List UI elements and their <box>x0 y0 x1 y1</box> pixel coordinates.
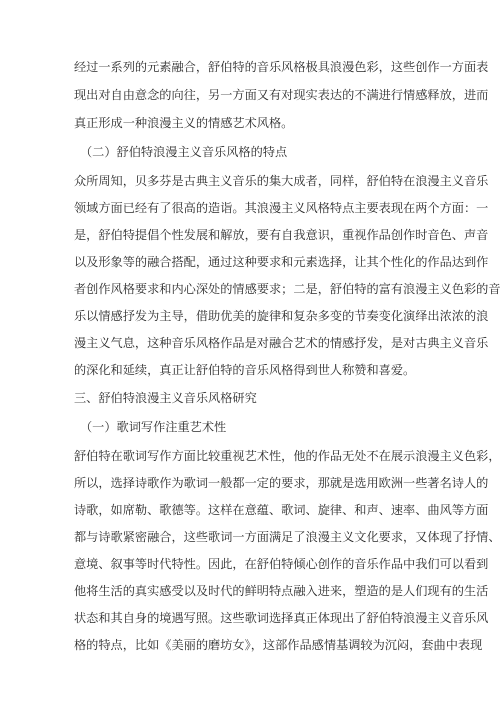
paragraph-line: 的深化和延续，真正让舒伯特的音乐风格得到世人称赞和喜爱。 <box>74 363 416 377</box>
paragraph-line: 漫主义气息，这种音乐风格作品是对融合艺术的情感抒发，是对古典主义音乐 <box>74 336 489 350</box>
paragraph-line: 经过一系列的元素融合，舒伯特的音乐风格极具浪漫色彩，这些创作一方面表 <box>74 60 489 74</box>
paragraph-line: 现出对自由意念的向往，另一方面又有对现实表达的不满进行情感释放，进而 <box>74 88 489 102</box>
paragraph-line: 领域方面已经有了很高的造诣。其浪漫主义风格特点主要表现在两个方面：一 <box>74 201 489 215</box>
paragraph-line: 真正形成一种浪漫主义的情感艺术风格。 <box>74 116 294 130</box>
paragraph-line: 意境、叙事等时代特性。因此，在舒伯特倾心创作的音乐作品中我们可以看到 <box>74 557 489 571</box>
paragraph-line: 状态和其自身的境遇写照。这些歌词选择真正体现出了舒伯特浪漫主义音乐风 <box>74 611 489 625</box>
subsection-heading: （一）歌词写作注重艺术性 <box>80 420 227 434</box>
paragraph-line: 格的特点，比如《美丽的磨坊女》，这部作品感情基调较为沉闷，套曲中表现 <box>74 638 483 652</box>
paragraph-line: 是，舒伯特提倡个性发展和解放，要有自我意识，重视作品创作时音色、声音 <box>74 228 489 242</box>
paragraph-line: 众所周知，贝多芬是古典主义音乐的集大成者，同样，舒伯特在浪漫主义音乐 <box>74 174 489 188</box>
paragraph-line: 他将生活的真实感受以及时代的鲜明特点融入进来，塑造的是人们现有的生活 <box>74 584 489 598</box>
paragraph-line: 诗歌，如席勒、歌德等。这样在意蕴、歌词、旋律、和声、速率、曲风等方面 <box>74 503 489 517</box>
paragraph-line: 乐以情感抒发为主导，借助优美的旋律和复杂多变的节奏变化演绎出浓浓的浪 <box>74 309 489 323</box>
section-heading: 三、舒伯特浪漫主义音乐风格研究 <box>74 391 257 405</box>
paragraph-line: 都与诗歌紧密融合，这些歌词一方面满足了浪漫主义文化要求，又体现了抒情、 <box>74 530 501 544</box>
paragraph-line: 舒伯特在歌词写作方面比较重视艺术性，他的作品无处不在展示浪漫主义色彩， <box>74 449 501 463</box>
paragraph-line: 所以，选择诗歌作为歌词一般都一定的要求，那就是选用欧洲一些著名诗人的 <box>74 476 489 490</box>
section-heading: （二）舒伯特浪漫主义音乐风格的特点 <box>80 145 288 159</box>
paragraph-line: 以及形象等的融合搭配，通过这种要求和元素选择，让其个性化的作品达到作 <box>74 255 489 269</box>
paragraph-line: 者创作风格要求和内心深处的情感要求；二是，舒伯特的富有浪漫主义色彩的音 <box>74 282 501 296</box>
